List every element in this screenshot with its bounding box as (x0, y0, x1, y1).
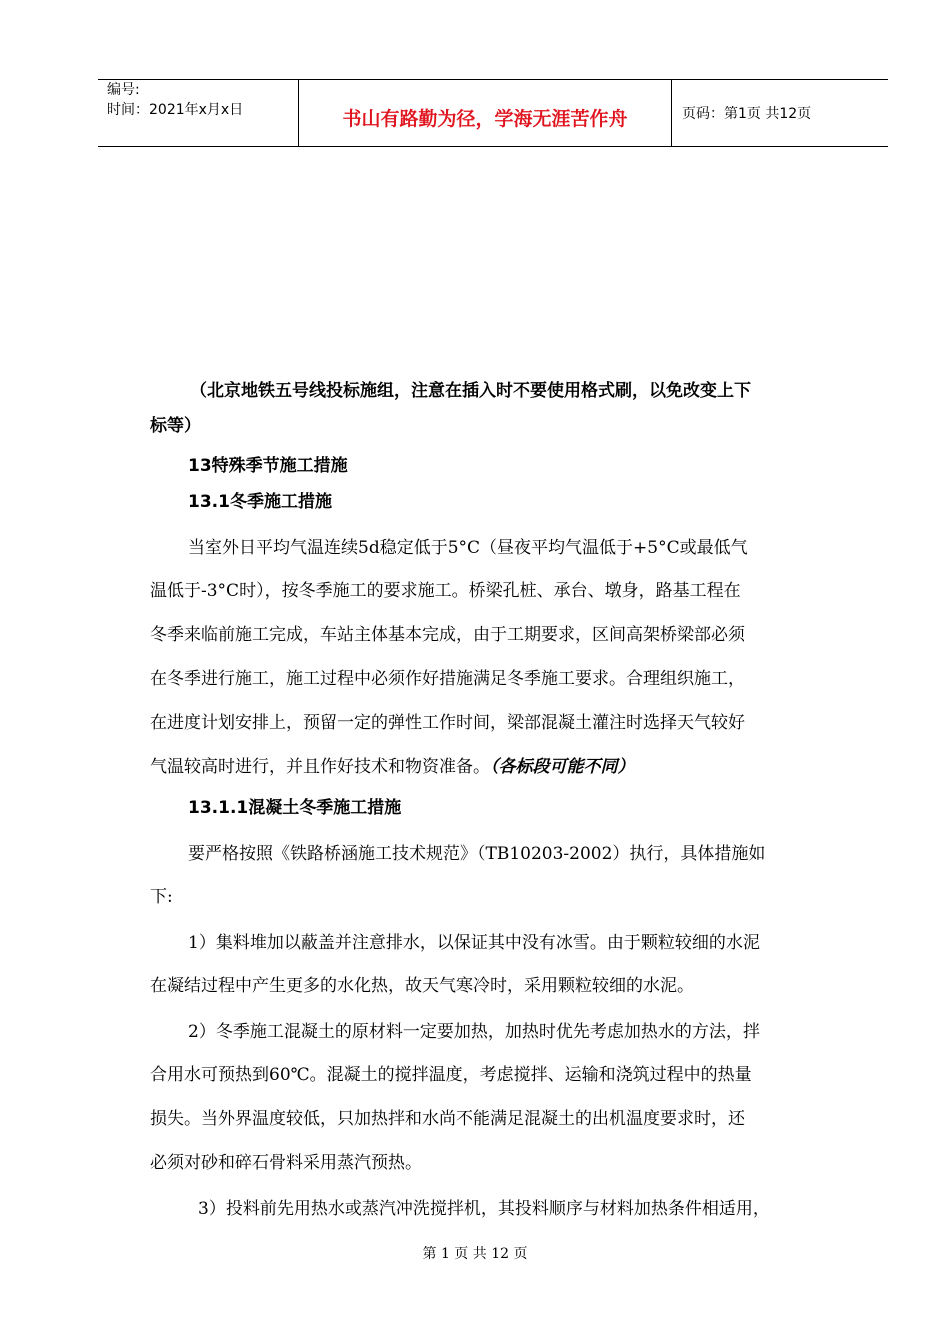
paragraph-4-line-1: 2）冬季施工混凝土的原材料一定要加热，加热时优先考虑加热水的方法，拌 (188, 1022, 760, 1042)
header-bottom-rule (98, 146, 888, 147)
paragraph-4-line-4: 必须对砂和碎石骨料采用蒸汽预热。 (150, 1153, 422, 1173)
header-page-label: 页码：第1页 共12页 (682, 106, 812, 122)
header-divider-right (671, 79, 672, 147)
header-serial-label: 编号: (107, 82, 140, 98)
paragraph-1-line-1: 当室外日平均气温连续5d稳定低于5°C（昼夜平均气温低于+5°C或最低气 (188, 538, 748, 558)
header-top-rule (98, 79, 888, 80)
paragraph-3-line-1: 1）集料堆加以蔽盖并注意排水，以保证其中没有冰雪。由于颗粒较细的水泥 (188, 933, 760, 953)
header-time-label: 时间：2021年x月x日 (107, 102, 244, 118)
paragraph-4-line-3: 损失。当外界温度较低，只加热拌和水尚不能满足混凝土的出机温度要求时，还 (150, 1109, 745, 1129)
header-motto: 书山有路勤为径，学海无涯苦作舟 (342, 108, 628, 130)
paragraph-1-line-6-text: 气温较高时进行，并且作好技术和物资准备。 (150, 757, 490, 777)
paragraph-2-line-1: 要严格按照《铁路桥涵施工技术规范》（TB10203-2002）执行，具体措施如 (188, 844, 766, 864)
note-line-1: （北京地铁五号线投标施组，注意在插入时不要使用格式刷，以免改变上下 (190, 381, 751, 401)
paragraph-3-line-2: 在凝结过程中产生更多的水化热，故天气寒冷时，采用颗粒较细的水泥。 (150, 976, 694, 996)
paragraph-4-line-2: 合用水可预热到60℃。混凝土的搅拌温度，考虑搅拌、运输和浇筑过程中的热量 (150, 1065, 752, 1085)
paragraph-1-line-5: 在进度计划安排上，预留一定的弹性工作时间，梁部混凝土灌注时选择天气较好 (150, 713, 745, 733)
paragraph-1-line-6 (150, 756, 635, 778)
paragraph-1-line-2: 温低于-3°C时），按冬季施工的要求施工。桥梁孔桩、承台、墩身，路基工程在 (150, 581, 741, 601)
heading-13-1: 13.1冬季施工措施 (188, 492, 332, 512)
section-note: （各标段可能不同） (490, 757, 635, 777)
paragraph-1-line-4: 在冬季进行施工，施工过程中必须作好措施满足冬季施工要求。合理组织施工， (150, 669, 745, 689)
paragraph-5-line-1: 3）投料前先用热水或蒸汽冲洗搅拌机，其投料顺序与材料加热条件相适用， (198, 1199, 770, 1219)
heading-13-1-1: 13.1.1混凝土冬季施工措施 (188, 798, 402, 818)
paragraph-1-line-3: 冬季来临前施工完成，车站主体基本完成，由于工期要求，区间高架桥梁部必须 (150, 625, 745, 645)
note-line-2: 标等） (150, 416, 201, 436)
heading-13: 13特殊季节施工措施 (188, 456, 348, 476)
paragraph-2-line-2: 下: (150, 887, 173, 907)
footer-page-number: 第 1 页 共 12 页 (422, 1246, 528, 1262)
